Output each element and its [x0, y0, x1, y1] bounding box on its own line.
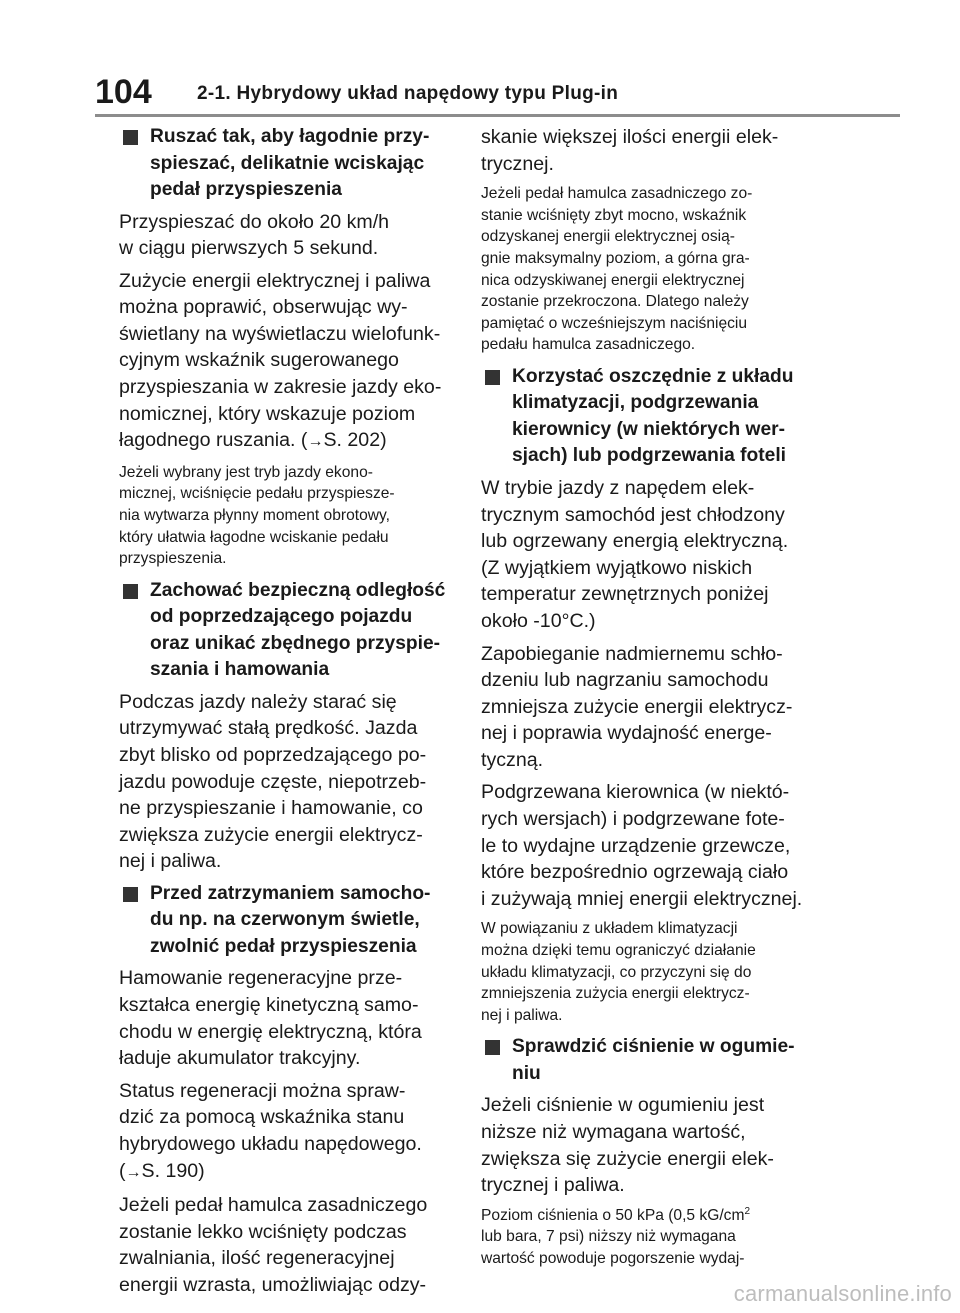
- text-line: Przyspieszać do około 20 km/h: [119, 210, 390, 233]
- paragraph: [119, 1078, 454, 1186]
- note-line: Jeżeli wybrany jest tryb jazdy ekono-: [119, 463, 373, 481]
- text-line: energii wzrasta, umożliwiając odzy-: [119, 1274, 427, 1296]
- text-line: zbyt blisko od poprzedzającego po-: [119, 744, 427, 766]
- note-line: zostanie przekroczona. Dlatego należy: [481, 293, 749, 311]
- note-line: układu klimatyzacji, co przyczyni się do: [481, 963, 752, 981]
- note-paragraph: [481, 918, 811, 1026]
- heading-line: szania i hamowania: [150, 659, 330, 681]
- left-column: [119, 124, 454, 1305]
- heading-release-pedal: [119, 881, 454, 961]
- text-line: zmniejsza zużycie energii elektrycz-: [481, 695, 793, 718]
- heading-line: zwolnić pedał przyspieszenia: [150, 935, 417, 957]
- note-line: pamiętać o wcześniejszym naciśnięciu: [481, 314, 748, 332]
- heading-gentle-start: [119, 124, 454, 204]
- text-line: (Z wyjątkiem wyjątkowo niskich: [481, 556, 753, 579]
- note-line: który ułatwia łagodne wciskanie pedału: [119, 528, 389, 546]
- superscript: 2: [744, 1205, 751, 1217]
- text-line: [119, 1158, 454, 1187]
- note-paragraph: [481, 1205, 811, 1270]
- text-line: dzeniu lub nagrzaniu samochodu: [481, 669, 769, 692]
- text-line: Jeżeli ciśnienie w ogumieniu jest: [481, 1094, 765, 1117]
- heading-line: Korzystać oszczędnie z układu: [512, 365, 794, 387]
- text-line: ne przyspieszanie i hamowanie, co: [119, 797, 423, 820]
- heading-line: du np. na czerwonym świetle,: [150, 909, 420, 931]
- heading-safe-distance: [119, 578, 454, 684]
- note-line: [481, 1205, 811, 1227]
- text-line: skanie większej ilości energii elek-: [481, 126, 779, 148]
- note-line: nej i paliwa.: [481, 1006, 563, 1024]
- text-line: które bezpośrednio ogrzewają ciało: [481, 861, 789, 884]
- note-line: lub bara, 7 psi) niższy niż wymagana: [481, 1228, 736, 1246]
- note-line: stanie wciśnięty zbyt mocno, wskaźnik: [481, 206, 747, 224]
- paragraph: [119, 689, 454, 875]
- right-column: [481, 124, 811, 1278]
- heading-line: klimatyzacji, podgrzewania: [512, 392, 759, 414]
- text-fragment: Poziom ciśnienia o 50 kPa (0,5 kG/cm: [481, 1206, 745, 1224]
- header-divider: [95, 114, 900, 117]
- arrow-right-icon: →: [125, 1163, 142, 1181]
- text-line: chodu w energię elektryczną, która: [119, 1020, 422, 1043]
- paragraph: [481, 475, 811, 635]
- note-line: nica odzyskiwanej energii elektrycznej: [481, 271, 745, 289]
- text-line: kształca energię kinetyczną samo-: [119, 994, 419, 1017]
- paragraph: [119, 1192, 454, 1298]
- text-line: w ciągu pierwszych 5 sekund.: [119, 237, 379, 260]
- heading-climate-economy: [481, 364, 811, 470]
- page-reference: S. 190): [141, 1159, 205, 1182]
- paragraph: [481, 124, 811, 177]
- square-bullet-icon: [123, 584, 138, 599]
- text-line: nej i paliwa.: [119, 850, 222, 873]
- text-line: le to wydajne urządzenie grzewcze,: [481, 834, 791, 857]
- paragraph: [119, 965, 454, 1071]
- paragraph: [481, 779, 811, 912]
- note-line: przyspieszenia.: [119, 550, 227, 568]
- watermark: carmanualsonline.info: [733, 1281, 952, 1306]
- text-line: i zużywają mniej energii elektrycznej.: [481, 887, 803, 910]
- text-line: [119, 427, 454, 456]
- note-line: gnie maksymalny poziom, a górna gra-: [481, 249, 750, 267]
- text-fragment: łagodnego ruszania. (: [119, 429, 308, 452]
- note-line: pedału hamulca zasadniczego.: [481, 336, 696, 354]
- note-line: nia wytwarza płynny moment obrotowy,: [119, 507, 390, 525]
- heading-line: Przed zatrzymaniem samocho-: [150, 882, 431, 904]
- text-line: lub ogrzewany energią elektryczną.: [481, 530, 789, 553]
- note-line: odzyskanej energii elektrycznej osią-: [481, 228, 735, 246]
- note-line: można dzięki temu ograniczyć działanie: [481, 942, 756, 960]
- text-line: zwalniania, ilość regeneracyjnej: [119, 1247, 395, 1270]
- note-line: W powiązaniu z układem klimatyzacji: [481, 920, 738, 938]
- heading-line: oraz unikać zbędnego przyspie-: [150, 632, 441, 654]
- text-line: można poprawić, obserwując wy-: [119, 296, 408, 319]
- paragraph: [119, 268, 454, 456]
- paragraph: [481, 641, 811, 774]
- note-paragraph: [481, 183, 811, 356]
- paragraph: [481, 1092, 811, 1198]
- arrow-right-icon: →: [307, 433, 324, 451]
- square-bullet-icon: [123, 130, 138, 145]
- heading-line: spieszać, delikatnie wciskając: [150, 152, 425, 174]
- text-fragment: (: [119, 1159, 126, 1182]
- text-line: Podczas jazdy należy starać się: [119, 690, 397, 713]
- text-line: Jeżeli pedał hamulca zasadniczego: [119, 1194, 428, 1217]
- page-number: 104: [95, 73, 152, 111]
- heading-line: niu: [512, 1062, 541, 1084]
- text-line: hybrydowego układu napędowego.: [119, 1133, 422, 1156]
- text-line: dzić za pomocą wskaźnika stanu: [119, 1106, 405, 1129]
- square-bullet-icon: [123, 887, 138, 902]
- square-bullet-icon: [485, 1040, 500, 1055]
- note-line: Jeżeli pedał hamulca zasadniczego zo-: [481, 185, 753, 203]
- text-line: przyspieszania w zakresie jazdy eko-: [119, 376, 442, 399]
- square-bullet-icon: [485, 370, 500, 385]
- text-line: trycznym samochód jest chłodzony: [481, 503, 785, 526]
- heading-line: od poprzedzającego pojazdu: [150, 606, 413, 628]
- note-line: micznej, wciśnięcie pedału przyspiesze-: [119, 485, 395, 503]
- heading-line: sjach) lub podgrzewania foteli: [512, 445, 786, 467]
- text-line: cyjnym wskaźnik sugerowanego: [119, 349, 399, 372]
- text-line: Podgrzewana kierownica (w niektó-: [481, 781, 790, 804]
- note-line: wartość powoduje pogorszenie wydaj-: [481, 1249, 745, 1267]
- heading-line: Ruszać tak, aby łagodnie przy-: [150, 126, 430, 147]
- heading-line: Sprawdzić ciśnienie w ogumie-: [512, 1036, 795, 1058]
- text-line: trycznej i paliwa.: [481, 1174, 625, 1197]
- text-line: tyczną.: [481, 748, 544, 771]
- heading-tire-pressure: [481, 1034, 811, 1087]
- text-line: Status regeneracji można spraw-: [119, 1079, 406, 1102]
- paragraph: [119, 209, 454, 262]
- text-line: temperatur zewnętrznych poniżej: [481, 583, 769, 606]
- text-line: zwiększa zużycie energii elektrycz-: [119, 823, 423, 846]
- text-line: utrzymywać stałą prędkość. Jazda: [119, 717, 418, 740]
- text-line: zwiększa się zużycie energii elek-: [481, 1147, 774, 1170]
- text-line: Zapobieganie nadmiernemu schło-: [481, 642, 783, 665]
- note-line: zmniejszenia zużycia energii elektrycz-: [481, 985, 750, 1003]
- page-header: [0, 0, 960, 120]
- text-line: około -10°C.): [481, 609, 596, 632]
- text-line: trycznej.: [481, 152, 554, 175]
- text-line: nomicznej, który wskazuje poziom: [119, 402, 416, 425]
- heading-line: kierownicy (w niektórych wer-: [512, 418, 785, 440]
- section-title: 2-1. Hybrydowy układ napędowy typu Plug-in: [197, 83, 619, 104]
- text-line: nej i poprawia wydajność energe-: [481, 722, 772, 745]
- heading-line: pedał przyspieszenia: [150, 179, 342, 200]
- text-line: świetlany na wyświetlaczu wielofunk-: [119, 322, 441, 345]
- heading-line: Zachować bezpieczną odległość: [150, 579, 446, 601]
- text-line: ładuje akumulator trakcyjny.: [119, 1047, 361, 1070]
- text-line: Zużycie energii elektrycznej i paliwa: [119, 269, 431, 292]
- text-line: rych wersjach) i podgrzewane fote-: [481, 808, 785, 831]
- text-line: W trybie jazdy z napędem elek-: [481, 476, 755, 499]
- text-line: jazdu powoduje częste, niepotrzeb-: [119, 770, 427, 793]
- text-line: zostanie lekko wciśnięty podczas: [119, 1220, 407, 1243]
- page-reference: S. 202): [323, 429, 387, 452]
- text-line: Hamowanie regeneracyjne prze-: [119, 967, 403, 990]
- note-paragraph: [119, 462, 454, 570]
- text-line: niższe niż wymagana wartość,: [481, 1121, 746, 1143]
